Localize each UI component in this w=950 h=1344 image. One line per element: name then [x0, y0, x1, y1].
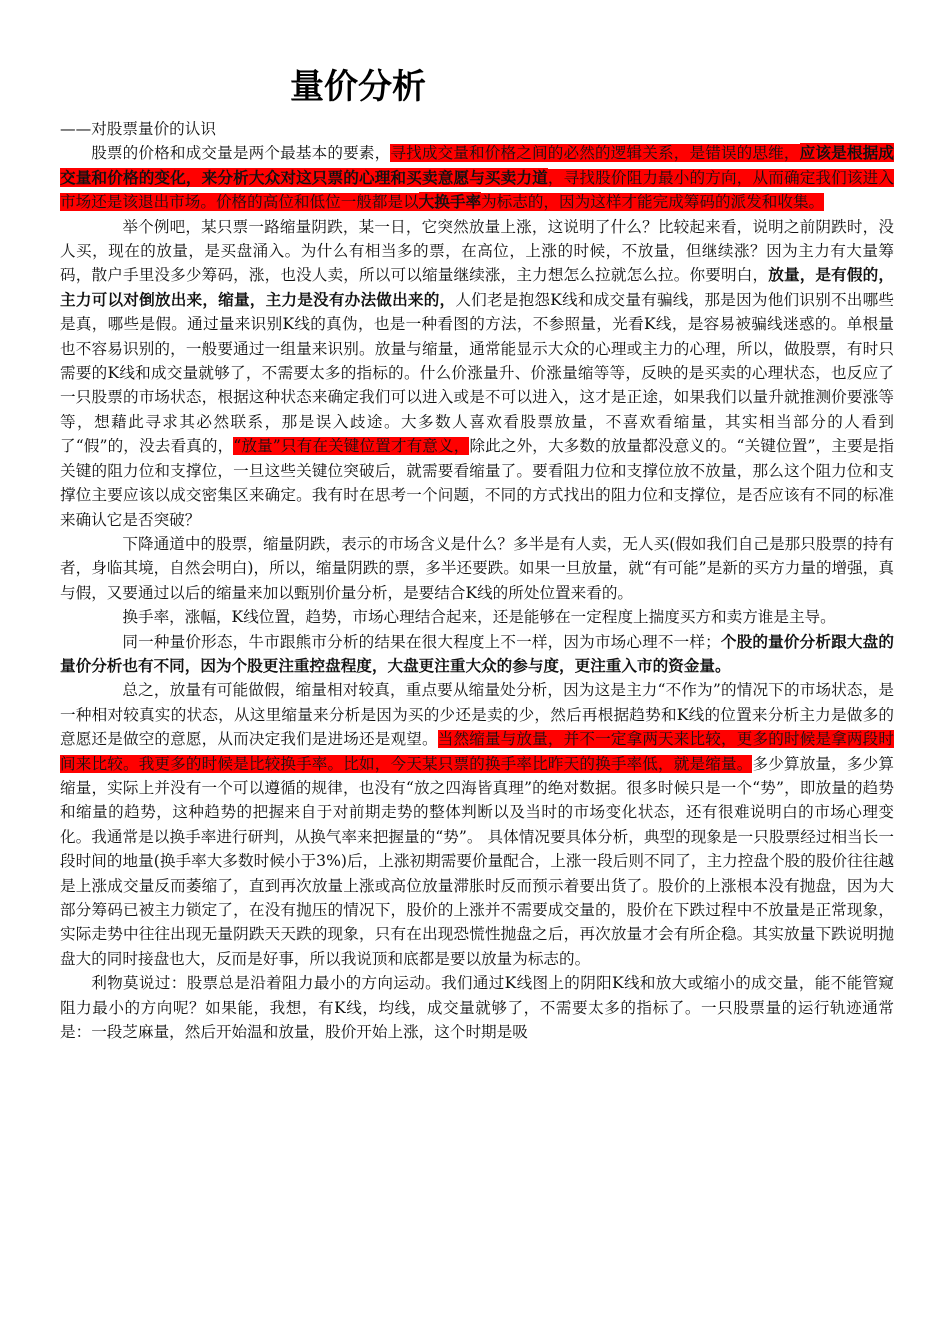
text-span: 人们老是抱怨K线和成交量有骗线，那是因为他们识别不出哪些是真，哪些是假。通过量来识别K线的真伪，也是一种看图的方法，不参照量，光看K线，是容易被骗线迷惑的。单根量也不容易识别的，一般要通过一组量来识别。放量与缩量，通常能显示大众的心理或主力的心理，所以，做股票，有时只需要的K线和成交量就够了，不需要太多的指标的。什么价涨量升、价涨量缩等等，反映的是买卖的心理状态，也反应了一只股票的市场状态，根据这种状态来确定我们可以进入或是不可以进入，这才是正途，如果我们以量升就推测价要涨等等，想藉此寻求其必然联系，那是误入歧途。大多数人喜欢看股票放量，不喜欢看缩量，其实相当部分的人看到了“假”的，没去看真的，	[60, 290, 894, 456]
text-span: 同一种量价形态，牛市跟熊市分析的结果在很大程度上不一样，因为市场心理不一样；	[122, 632, 721, 651]
highlighted-text: “放量”只有在关键位置才有意义，	[233, 437, 470, 456]
text-span: 举个例吧，某只票一路缩量阴跌，某一日，它突然放量上涨，这说明了什么？比较起来看，说明之前阴跌时，没人买，现在的放量，是买盘涌入。为什么有相当多的票，在高位，上涨的时候，不放量，但继续涨？因为主力有大量筹码，散户手里没多少筹码，涨，也没人卖，所以可以缩量继续涨，主力想怎么拉就怎么拉。你要明白，	[60, 217, 894, 285]
paragraph-5	[60, 630, 894, 679]
text-span: 总之，放量有可能做假，缩量相对较真，重点要从缩量处分析，因为这是主力“不作为”的情况下的市场状态，是一种相对较真实的状态，从这里缩量来分析是因为买的少还是卖的少，然后再根据趋势和K线的位置来分析主力是做多的意愿还是做空的意愿，从而决定我们是进场还是观望。	[60, 681, 894, 749]
paragraph-1	[60, 141, 894, 214]
text-span: 多少算放量，多少算缩量，实际上并没有一个可以遵循的规律，也没有“放之四海皆真理”的绝对数据。很多时候只是一个“势”，即放量的趋势和缩量的趋势，这种趋势的把握来自于对前期走势的整体判断以及当时的市场变化状态，还有很难说明白的市场心理变化。我通常是以换手率进行研判，从换气率来把握量的“势”。 具体情况要具体分析，典型的现象是一只股票经过相当长一段时间的地量(换手率大多数时候小于3%)后，上涨初期需要价量配合，上涨一段后则不同了，主力控盘个股的股价往往越是上涨成交量反而萎缩了，直到再次放量上涨或高位放量滞胀时反而预示着要出货了。股价的上涨根本没有抛盘，因为大部分筹码已被主力锁定了，在没有抛压的情况下，股价的上涨并不需要成交量的，股价在下跌过程中不放量是正常现象，实际走势中往往出现无量阴跌天天跌的现象，只有在出现恐慌性抛盘之后，再次放量才会有所企稳。其实放量下跌说明抛盘大的同时接盘也大，反而是好事，所以我说顶和底都是要以放量为标志的。	[60, 754, 894, 968]
highlighted-text: 当然缩量与放量，并不一定拿两天来比较，更多的时候是拿两段时间来比较。我更多的时候是比较换手率。比如，今天某只票的换手率比昨天的换手率低，就是缩量。	[60, 730, 894, 773]
bold-text: 放量，是有假的，主力可以对倒放出来，缩量，主力是没有办法做出来的，	[60, 265, 894, 309]
page-title: 量价分析	[290, 67, 426, 107]
paragraph-3: 下降通道中的股票，缩量阴跌，表示的市场含义是什么？多半是有人卖，无人买(假如我们自己是那只股票的持有者，身临其境，自然会明白)，所以，缩量阴跌的票，多半还要跌。如果一旦放量，就“有可能”是新的买方力量的增强，真与假，又要通过以后的缩量来加以甄别价量分析，是要结合K线的所处位置来看的。	[60, 534, 894, 602]
highlighted-text: ，寻找股价阻力最小的方向，从而确定我们该进入市场还是该退出市场。价格的高位和低位一般都是以	[60, 168, 894, 212]
document-page	[60, 55, 894, 1044]
highlighted-bold-text: 应该是根据成交量和价格的变化，来分析大众对这只票的心理和买卖意愿与买卖力道	[60, 143, 894, 187]
subtitle: ——对股票量价的认识	[60, 120, 216, 138]
paragraph-7: 利物莫说过：股票总是沿着阻力最小的方向运动。我们通过K线图上的阴阳K线和放大或缩小的成交量，能不能管窥阻力最小的方向呢？如果能，我想，有K线，均线，成交量就够了，不需要太多的指标了。一只股票量的运行轨迹通常是：一段芝麻量，然后开始温和放量，股价开始上涨，这个时期是吸	[60, 974, 894, 1042]
bold-text: 个股的量价分析跟大盘的量价分析也有不同，因为个股更注重控盘程度，大盘更注重大众的参与度，更注重入市的资金量。	[60, 631, 894, 675]
paragraph-6	[60, 678, 894, 971]
text-span: 除此之外，大多数的放量都没意义的。“关键位置”，主要是指关键的阻力位和支撑位，一旦这些关键位突破后，就需要看缩量了。要看阻力位和支撑位放不放量，那么这个阻力位和支撑位主要应该以成交密集区来确定。我有时在思考一个问题，不同的方式找出的阻力位和支撑位，是否应该有不同的标准来确认它是否突破？	[60, 437, 894, 529]
paragraph-2	[60, 215, 894, 532]
paragraph-4: 换手率，涨幅，K线位置，趋势，市场心理结合起来，还是能够在一定程度上揣度买方和卖方谁是主导。	[122, 608, 836, 627]
highlighted-bold-text: 大换手率	[418, 192, 482, 212]
highlighted-text: 寻找成交量和价格之间的必然的逻辑关系，是错误的思维，	[390, 144, 800, 163]
text-span: 股票的价格和成交量是两个最基本的要素，	[91, 144, 391, 163]
highlighted-text: 为标志的，因为这样才能完成筹码的派发和收集。	[481, 193, 825, 212]
